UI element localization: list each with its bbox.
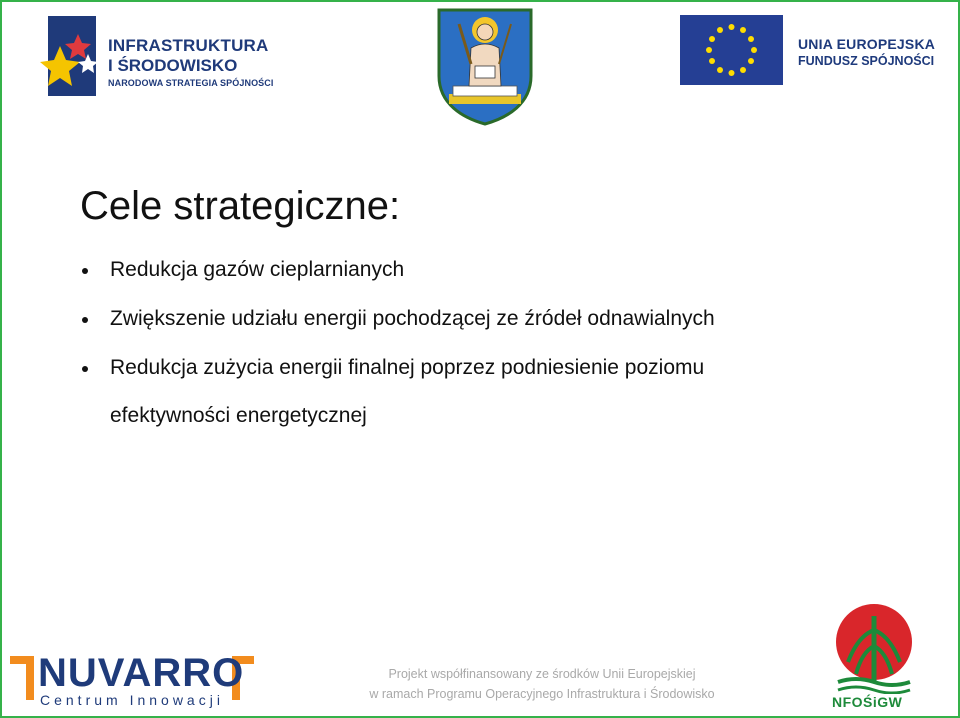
slide-title: Cele strategiczne: [80, 184, 401, 228]
bullet-item [80, 305, 860, 333]
nss-star-icon [40, 16, 104, 96]
nfosigw-logo [828, 602, 920, 714]
eu-logo-line1: UNIA EUROPEJSKA [798, 36, 936, 52]
bullet-text: Redukcja zużycia energii finalnej poprzez podniesienie poziomu [110, 356, 705, 379]
eu-flag-icon [680, 15, 783, 85]
eu-logo-line2: FUNDUSZ SPÓJNOŚCI [798, 54, 935, 68]
bullet-item [80, 256, 860, 284]
logo-is-line3: NARODOWA STRATEGIA SPÓJNOŚCI [108, 78, 274, 88]
project-cofinancing-note [322, 664, 762, 704]
nfosigw-label: NFOŚiGW [832, 694, 903, 710]
project-line1: Projekt współfinansowany ze środków Unii Europejskiej [388, 667, 696, 681]
bullet-text: Redukcja gazów cieplarnianych [110, 258, 405, 281]
logo-is-line1: INFRASTRUKTURA [108, 36, 269, 55]
bullet-text-continuation: efektywności energetycznej [110, 404, 367, 427]
bullet-dot-icon [82, 268, 88, 274]
nuvarro-wordmark: NUVARRO [38, 651, 245, 695]
logo-is-line2: I ŚRODOWISKO [108, 56, 238, 75]
bullet-list [80, 256, 860, 451]
bullet-text: Zwiększenie udziału energii pochodzącej ze źródeł odnawialnych [110, 307, 715, 330]
nfosigw-emblem-icon [828, 602, 920, 694]
nuvarro-subtitle: Centrum Innowacji [40, 692, 224, 708]
bullet-item [80, 354, 860, 430]
coat-of-arms-icon [437, 8, 533, 126]
bullet-dot-icon [82, 317, 88, 323]
bullet-dot-icon [82, 366, 88, 372]
project-line2: w ramach Programu Operacyjnego Infrastruktura i Środowisko [369, 687, 715, 701]
infrastruktura-srodowisko-logo [40, 14, 290, 98]
nuvarro-logo [10, 652, 260, 710]
